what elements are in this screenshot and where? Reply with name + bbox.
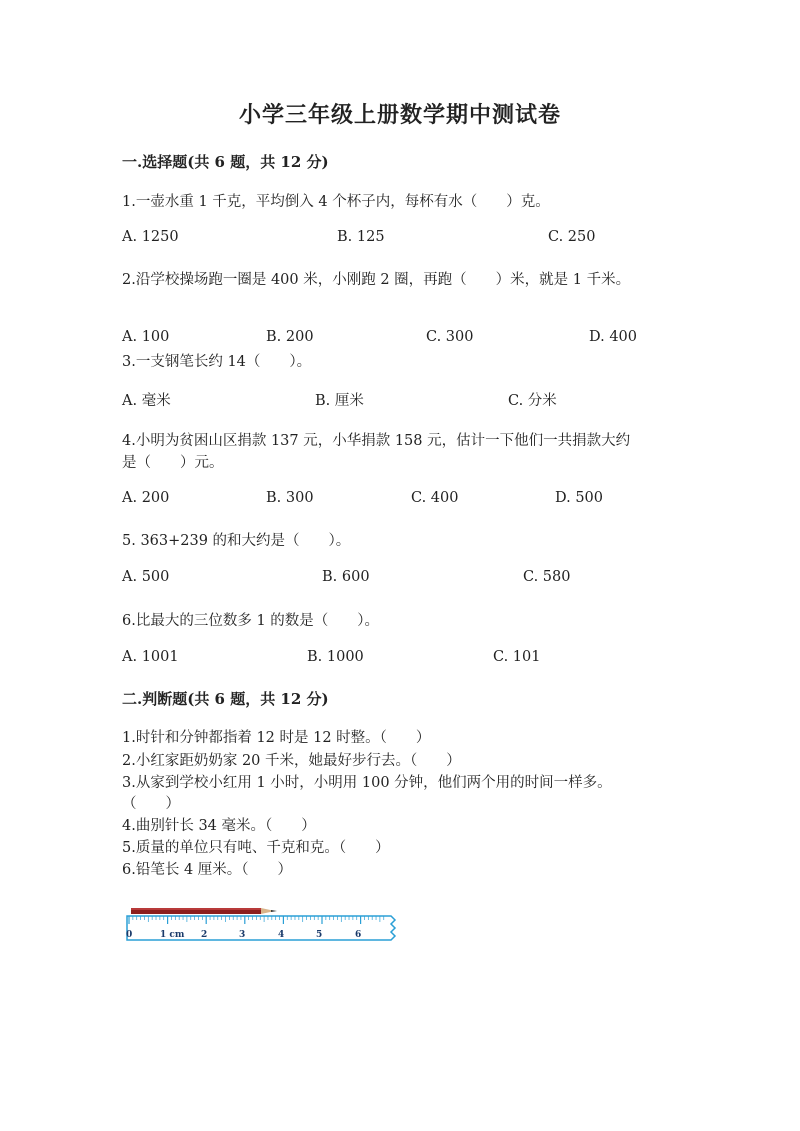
- q3-option-b: B. 厘米: [315, 393, 364, 409]
- page-title: 小学三年级上册数学期中测试卷: [238, 102, 561, 128]
- q4-option-c: C. 400: [411, 490, 459, 506]
- ruler-label-0: 0: [126, 930, 133, 940]
- q4-option-d: D. 500: [555, 490, 604, 506]
- pencil-icon: [131, 908, 277, 914]
- ruler-label-5: 5: [316, 930, 323, 940]
- q6-option-b: B. 1000: [307, 649, 364, 665]
- q1-option-b: B. 125: [337, 229, 385, 245]
- q1-option-c: C. 250: [548, 229, 596, 245]
- question-6: 6.比最大的三位数多 1 的数是（ ）。: [122, 613, 380, 629]
- q2-option-b: B. 200: [266, 329, 314, 345]
- q5-option-a: A. 500: [122, 569, 170, 585]
- ruler-label-1: 1 cm: [160, 930, 185, 940]
- judge-item-3-blank: （ ）: [122, 796, 180, 812]
- ruler-svg: [125, 906, 401, 942]
- ruler-illustration: [125, 906, 401, 942]
- q3-option-a: A. 毫米: [122, 393, 171, 409]
- ruler-label-2: 2: [201, 930, 208, 940]
- q2-option-d: D. 400: [589, 329, 638, 345]
- question-2: 2.沿学校操场跑一圈是 400 米，小刚跑 2 圈，再跑（ ）米，就是 1 千米。: [122, 272, 631, 288]
- judge-item-3: 3.从家到学校小红用 1 小时，小明用 100 分钟，他们两个用的时间一样多。: [122, 775, 612, 791]
- ruler-label-3: 3: [239, 930, 246, 940]
- question-5: 5. 363+239 的和大约是（ ）。: [122, 533, 351, 549]
- judge-item-1: 1.时针和分钟都指着 12 时是 12 时整。（ ）: [122, 730, 431, 746]
- q2-option-c: C. 300: [426, 329, 474, 345]
- question-4: 4.小明为贫困山区捐款 137 元，小华捐款 158 元，估计一下他们一共捐款大约: [122, 433, 631, 449]
- q2-option-a: A. 100: [122, 329, 170, 345]
- q6-option-a: A. 1001: [122, 649, 179, 665]
- judge-item-4: 4.曲别针长 34 毫米。（ ）: [122, 818, 316, 834]
- judge-item-2: 2.小红家距奶奶家 20 千米，她最好步行去。（ ）: [122, 753, 461, 769]
- q4-option-b: B. 300: [266, 490, 314, 506]
- q3-option-c: C. 分米: [508, 393, 557, 409]
- ruler-label-6: 6: [355, 930, 362, 940]
- judge-item-5: 5.质量的单位只有吨、千克和克。（ ）: [122, 840, 390, 856]
- ruler-label-4: 4: [278, 930, 285, 940]
- section-heading-choice: 一.选择题(共 6 题，共 12 分): [122, 153, 329, 171]
- q1-option-a: A. 1250: [122, 229, 179, 245]
- section-heading-judge: 二.判断题(共 6 题，共 12 分): [122, 690, 329, 708]
- judge-item-6: 6.铅笔长 4 厘米。（ ）: [122, 862, 293, 878]
- question-3: 3.一支钢笔长约 14（ ）。: [122, 354, 312, 370]
- q4-option-a: A. 200: [122, 490, 170, 506]
- q6-option-c: C. 101: [493, 649, 541, 665]
- question-1: 1.一壶水重 1 千克，平均倒入 4 个杯子内，每杯有水（ ）克。: [122, 194, 550, 210]
- question-4-line2: 是（ ）元。: [122, 455, 224, 471]
- q5-option-b: B. 600: [322, 569, 370, 585]
- q5-option-c: C. 580: [523, 569, 571, 585]
